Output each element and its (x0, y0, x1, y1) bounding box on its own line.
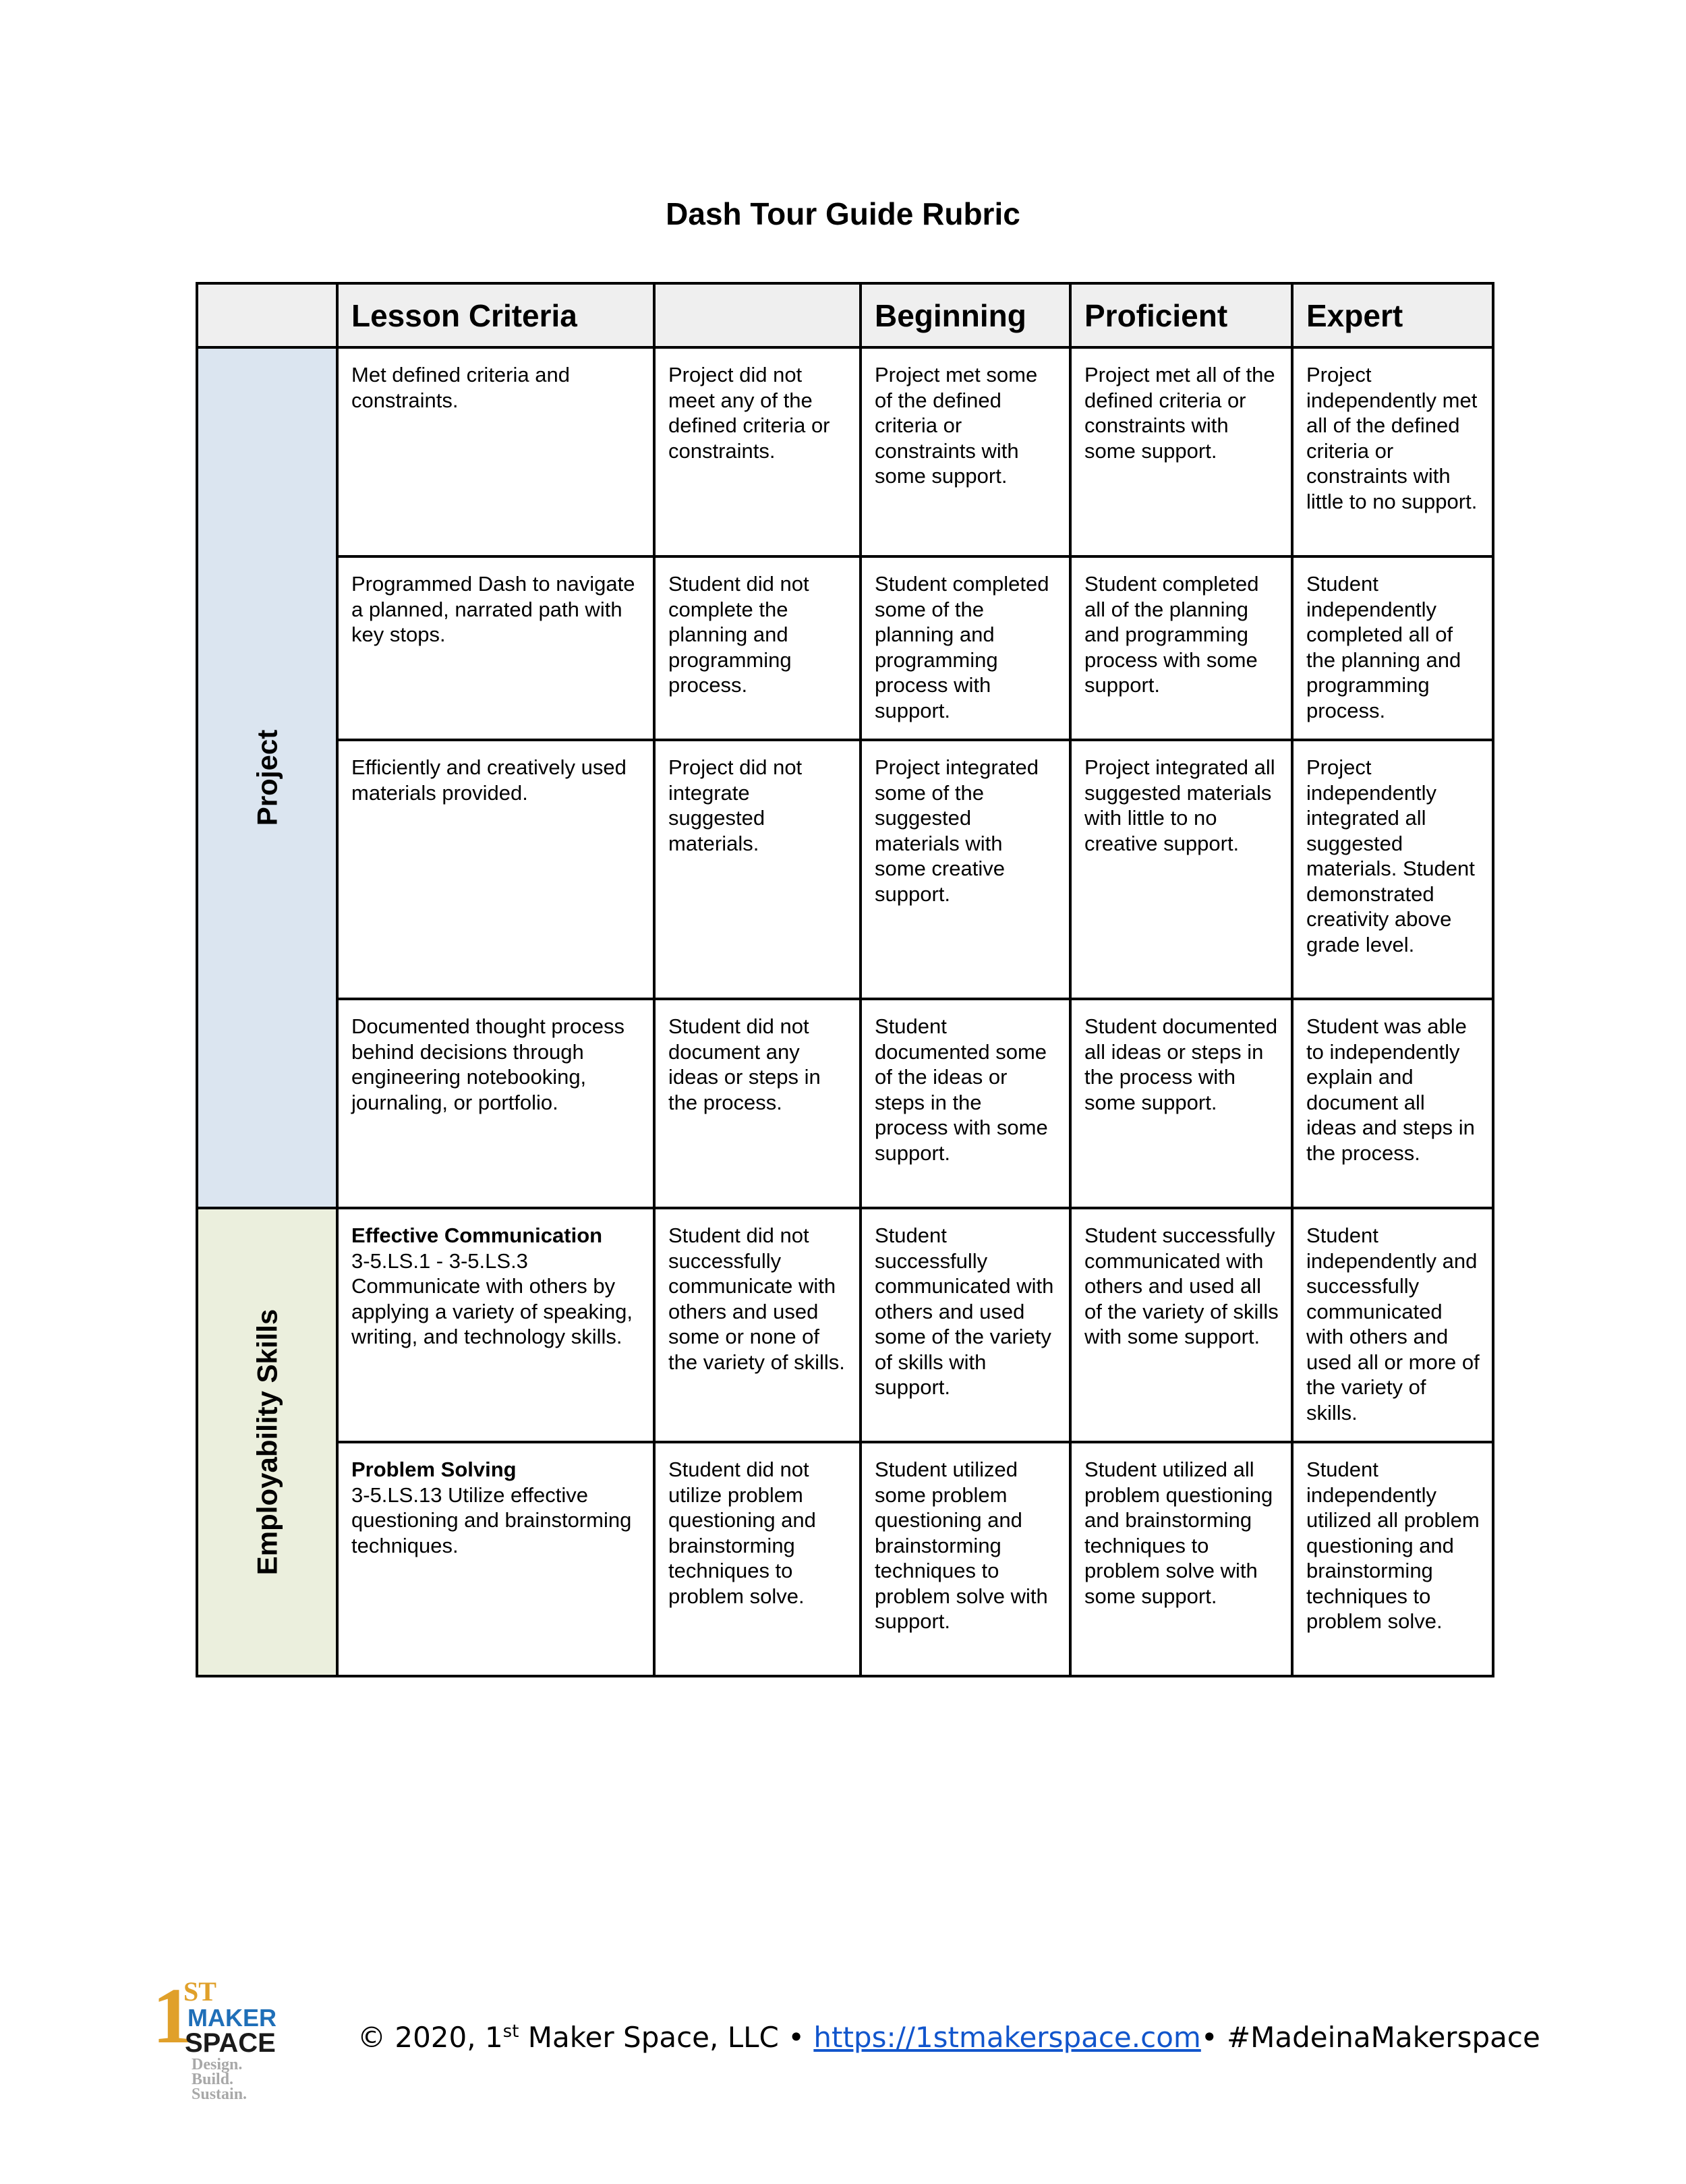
criteria-cell (337, 1442, 654, 1676)
criteria-text: Met defined criteria and constraints. (351, 363, 570, 412)
criteria-title: Problem Solving (351, 1458, 517, 1481)
table-row (197, 556, 1493, 740)
bullet-separator: • (788, 2021, 805, 2054)
header-lesson-criteria: Lesson Criteria (337, 283, 654, 347)
copyright-suffix: Maker Space, LLC (519, 2021, 779, 2054)
hashtag: #MadeinaMakerspace (1226, 2021, 1540, 2054)
category-employability-skills (197, 1208, 337, 1676)
category-project (197, 347, 337, 1208)
logo-sup: ST (183, 1976, 216, 2007)
not-met-cell: Student did not complete the planning and programming process. (654, 556, 861, 740)
makerspace-logo (150, 1975, 291, 2102)
copyright-sup: st (502, 2021, 519, 2042)
copyright-prefix: © 2020, 1 (357, 2021, 503, 2054)
page-title: Dash Tour Guide Rubric (666, 196, 1020, 231)
criteria-text: 3-5.LS.13 Utilize effective questioning and brainstorming techniques. (351, 1483, 632, 1557)
proficient-cell: Student successfully communicated with others and used all of the variety of skills with some support. (1070, 1208, 1292, 1442)
header-proficient: Proficient (1070, 283, 1292, 347)
logo-tag-sustain: Sustain. (192, 2086, 248, 2102)
proficient-cell: Project met all of the defined criteria or constraints with some support. (1070, 347, 1292, 556)
not-met-cell: Project did not integrate suggested materials. (654, 740, 861, 999)
not-met-cell: Student did not utilize problem questioning and brainstorming techniques to problem solve. (654, 1442, 861, 1676)
logo-tag-design: Design. (192, 2056, 243, 2073)
criteria-text: Efficiently and creatively used materials provided. (351, 755, 627, 805)
header-row (197, 283, 1493, 347)
expert-cell: Student was able to independently explain and document all ideas and steps in the process. (1292, 999, 1493, 1208)
criteria-cell (337, 556, 654, 740)
criteria-title: Effective Communication (351, 1224, 603, 1247)
criteria-cell (337, 740, 654, 999)
proficient-cell: Student completed all of the planning and programming process with some support. (1070, 556, 1292, 740)
criteria-text: 3-5.LS.1 - 3-5.LS.3 Communicate with others by applying a variety of speaking, writing, and technology skills. (351, 1248, 633, 1348)
beginning-cell: Student documented some of the ideas or steps in the process with some support. (861, 999, 1070, 1208)
logo-tag-build: Build. (192, 2071, 234, 2088)
footer (357, 2021, 1540, 2054)
expert-cell: Project independently integrated all suggested materials. Student demonstrated creativity above grade level. (1292, 740, 1493, 999)
category-skills-label: Employability Skills (251, 1309, 283, 1576)
proficient-cell: Student utilized all problem questioning and brainstorming techniques to problem solve with some support. (1070, 1442, 1292, 1676)
category-project-label: Project (251, 729, 283, 826)
criteria-text: Documented thought process behind decisions through engineering notebooking, journaling, or portfolio. (351, 1014, 624, 1114)
expert-cell: Student independently utilized all problem questioning and brainstorming techniques to problem solve. (1292, 1442, 1493, 1676)
header-corner (197, 283, 337, 347)
header-beginning: Beginning (861, 283, 1070, 347)
criteria-cell (337, 1208, 654, 1442)
criteria-text: Programmed Dash to navigate a planned, narrated path with key stops. (351, 572, 635, 646)
not-met-cell: Project did not meet any of the defined criteria or constraints. (654, 347, 861, 556)
not-met-cell: Student did not document any ideas or steps in the process. (654, 999, 861, 1208)
table-row (197, 1442, 1493, 1676)
beginning-cell: Student completed some of the planning and programming process with support. (861, 556, 1070, 740)
not-met-cell: Student did not successfully communicate with others and used some or none of the variety of skills. (654, 1208, 861, 1442)
criteria-cell (337, 347, 654, 556)
website-link[interactable]: https://1stmakerspace.com (813, 2021, 1201, 2054)
rubric-table (196, 282, 1494, 1677)
header-blank (654, 283, 861, 347)
beginning-cell: Student utilized some problem questioning and brainstorming techniques to problem solve with support. (861, 1442, 1070, 1676)
expert-cell: Project independently met all of the defined criteria or constraints with little to no support. (1292, 347, 1493, 556)
beginning-cell: Student successfully communicated with others and used some of the variety of skills with support. (861, 1208, 1070, 1442)
criteria-cell (337, 999, 654, 1208)
table-row (197, 1208, 1493, 1442)
proficient-cell: Student documented all ideas or steps in the process with some support. (1070, 999, 1292, 1208)
proficient-cell: Project integrated all suggested materials with little to no creative support. (1070, 740, 1292, 999)
beginning-cell: Project met some of the defined criteria or constraints with some support. (861, 347, 1070, 556)
table-row (197, 740, 1493, 999)
logo-maker: MAKER (187, 2004, 277, 2032)
bullet-separator: • (1200, 2021, 1218, 2054)
header-expert: Expert (1292, 283, 1493, 347)
table-row (197, 999, 1493, 1208)
logo-space: SPACE (185, 2028, 276, 2058)
table-row (197, 347, 1493, 556)
beginning-cell: Project integrated some of the suggested materials with some creative support. (861, 740, 1070, 999)
logo-numeral: 1 (152, 1975, 192, 2060)
expert-cell: Student independently completed all of the planning and programming process. (1292, 556, 1493, 740)
expert-cell: Student independently and successfully communicated with others and used all or more of the variety of skills. (1292, 1208, 1493, 1442)
